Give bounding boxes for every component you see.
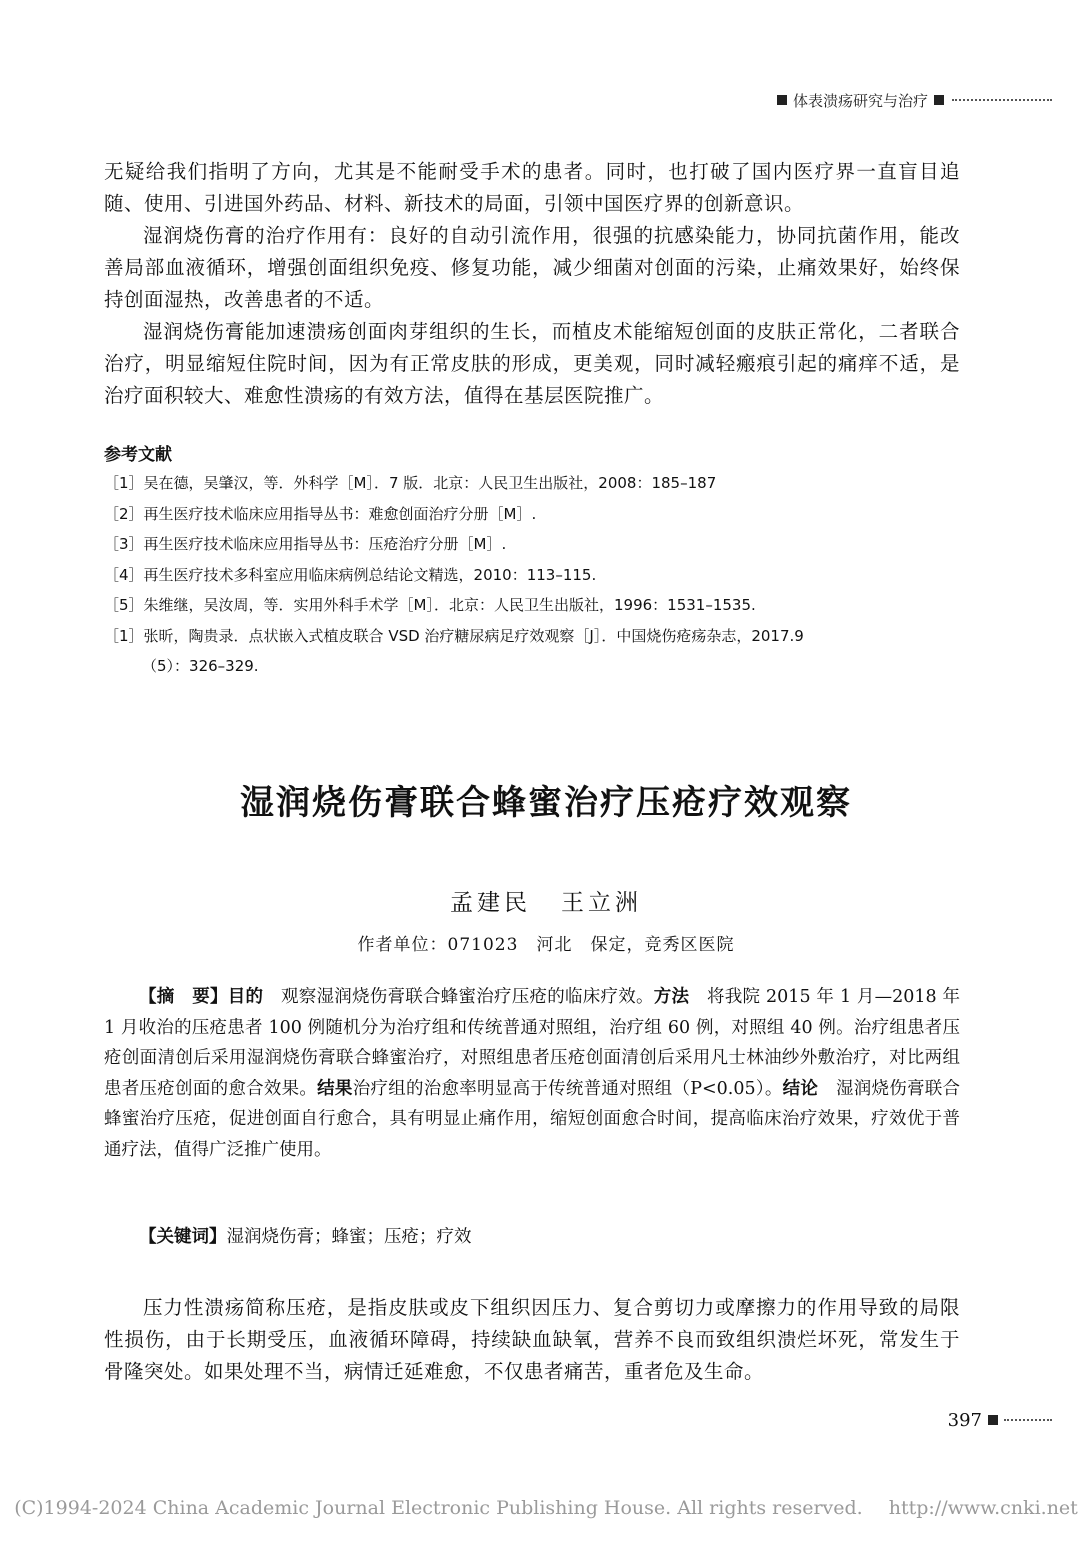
abstract-label: 【摘 要】 [139,987,228,1007]
square-bullet-icon [777,95,787,105]
reference-item: ［5］朱维继，吴汝周，等．实用外科手术学［M］．北京：人民卫生出版社，1996：1531–1535. [104,596,756,614]
paragraph: 压力性溃疡简称压疮，是指皮肤或皮下组织因压力、复合剪切力或摩擦力的作用导致的局限性损伤，由于长期受压，血液循环障碍，持续缺血缺氧，营养不良而致组织溃烂坏死，常发生于骨隆突处。如果处理不当，病情迁延难愈，不仅患者痛苦，重者危及生命。 [104,1296,960,1383]
square-bullet-icon [934,95,944,105]
running-head [672,88,1052,112]
abstract-purpose: 观察湿润烧伤膏联合蜂蜜治疗压疮的临床疗效。 [263,987,654,1007]
keywords [104,1222,960,1252]
abstract-result-label: 结果 [317,1078,353,1099]
reference-item: ［3］再生医疗技术临床应用指导丛书：压疮治疗分册［M］. [104,535,507,553]
author-name: 王立洲 [561,890,642,916]
keywords-text: 湿润烧伤膏；蜂蜜；压疮；疗效 [226,1227,472,1247]
abstract-purpose-label: 目的 [227,987,264,1007]
author-name: 孟建民 [450,890,531,916]
watermark-url: http://www.cnki.net [888,1497,1078,1519]
dotted-rule [1004,1419,1052,1421]
page-number-footer [948,1408,1052,1432]
cnki-watermark [0,1497,1092,1519]
reference-item: ［1］张昕，陶贵录．点状嵌入式植皮联合 VSD 治疗糖尿病足疗效观察［J］．中国烧伤疮疡杂志，2017.9 （5）：326–329. [104,626,804,675]
abstract-result: 治疗组的治愈率明显高于传统普通对照组（P<0.05）。 [352,1078,783,1099]
reference-item: ［2］再生医疗技术临床应用指导丛书：难愈创面治疗分册［M］. [104,504,537,523]
running-head-title: 体表溃疡研究与治疗 [792,91,928,110]
article-title: 湿润烧伤膏联合蜂蜜治疗压疮疗效观察 [240,783,852,823]
watermark-copyright: (C)1994-2024 China Academic Journal Electronic Publishing House. All rights reserved. [14,1497,863,1519]
abstract-conclusion-label: 结论 [782,1078,819,1099]
abstract [104,982,960,1165]
abstract-conclusion: 湿润烧伤膏联合蜂蜜治疗压疮，促进创面自行愈合，具有明显止痛作用，缩短创面愈合时间，提高临床治疗效果，疗效优于普通疗法，值得广泛推广使用。 [104,1078,961,1160]
author-affiliation: 作者单位：071023 河北 保定，竞秀区医院 [357,935,735,955]
previous-article-body [104,156,960,412]
abstract-method-label: 方法 [653,987,690,1007]
dotted-rule [952,99,1052,101]
author-list [0,884,1092,917]
keywords-label: 【关键词】 [139,1227,227,1247]
reference-item: ［1］吴在德，吴肇汉，等．外科学［M］．7 版．北京：人民卫生出版社，2008：185–187 [104,474,717,492]
paragraph: 湿润烧伤膏能加速溃疡创面肉芽组织的生长，而植皮术能缩短创面的皮肤正常化，二者联合治疗，明显缩短住院时间，因为有正常皮肤的形成，更美观，同时减轻瘢痕引起的痛痒不适，是治疗面积较大、难愈性溃疡的有效方法，值得在基层医院推广。 [104,320,960,407]
reference-item: ［4］再生医疗技术多科室应用临床病例总结论文精选，2010：113–115. [104,565,597,584]
page-number: 397 [947,1409,982,1431]
paragraph: 湿润烧伤膏的治疗作用有：良好的自动引流作用，很强的抗感染能力，协同抗菌作用，能改善局部血液循环，增强创面组织免疫、修复功能，减少细菌对创面的污染，止痛效果好，始终保持创面湿热，改善患者的不适。 [104,224,960,311]
article-intro [104,1292,960,1388]
paragraph: 无疑给我们指明了方向，尤其是不能耐受手术的患者。同时，也打破了国内医疗界一直盲目追随、使用、引进国外药品、材料、新技术的局面，引领中国医疗界的创新意识。 [104,160,960,215]
square-bullet-icon [988,1415,998,1425]
reference-list [104,468,964,682]
abstract-method: 将我院 2015 年 1 月—2018 年 1 月收治的压疮患者 100 例随机分为治疗组和传统普通对照组，治疗组 60 例，对照组 40 例。治疗组患者压疮创面清创后采用湿润烧伤膏联合蜂蜜治疗，对照组患者压疮创面清创后采用凡士林油纱外敷治疗，对比两组患者压疮创面的愈合效果。 [104,987,960,1099]
references-title: 参考文献 [104,445,172,465]
